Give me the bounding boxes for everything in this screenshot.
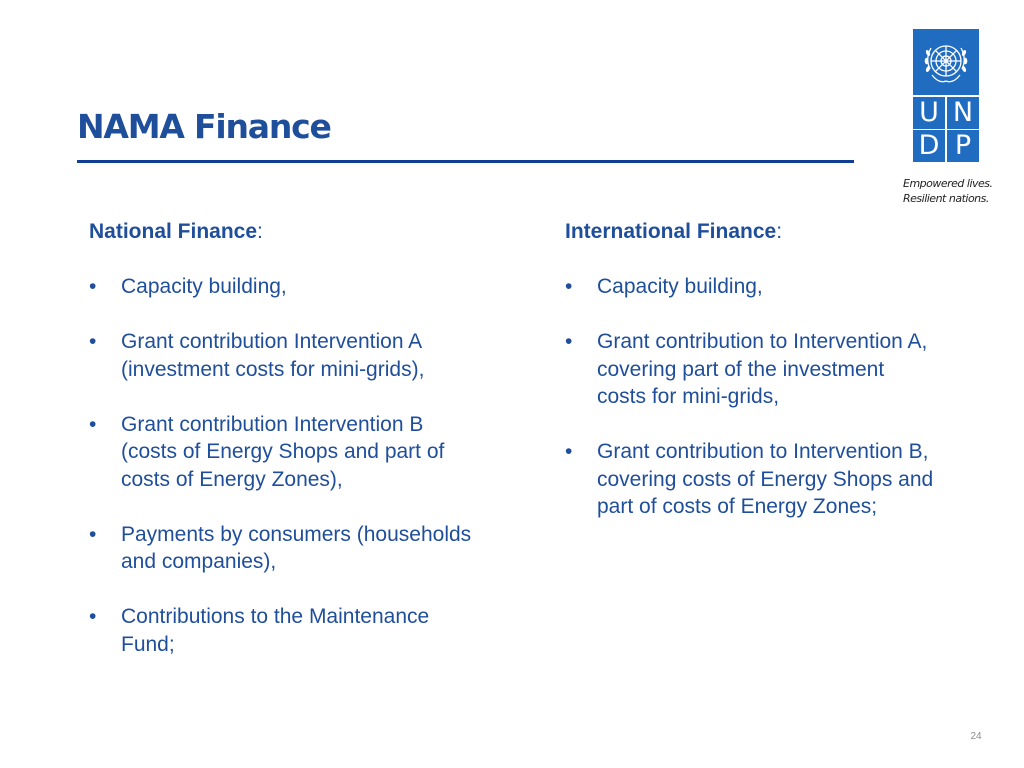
international-finance-list xyxy=(565,273,985,521)
list-item-line: Capacity building, xyxy=(121,275,287,298)
bullet-icon: • xyxy=(565,330,573,353)
logo-letter-d: D xyxy=(913,130,945,162)
list-item-line: Grant contribution to Intervention A, xyxy=(597,330,928,353)
heading-text: International Finance xyxy=(565,220,777,243)
list-item xyxy=(89,521,519,576)
list-item-line: costs of Energy Zones), xyxy=(121,467,343,491)
list-item xyxy=(565,328,985,411)
page-number: 24 xyxy=(970,731,982,742)
list-item xyxy=(89,273,519,301)
logo-letter-p: P xyxy=(947,130,979,162)
international-finance-heading xyxy=(565,218,985,246)
logo-letter-n: N xyxy=(947,97,979,129)
bullet-icon: • xyxy=(565,275,573,298)
list-item-line: (costs of Energy Shops and part of xyxy=(121,440,445,463)
list-item-line: Payments by consumers (households xyxy=(121,522,472,546)
list-item-line: Contributions to the Maintenance xyxy=(121,605,430,628)
slide-title: NAMA Finance xyxy=(77,107,331,146)
heading-colon: : xyxy=(776,220,783,243)
tagline-line: Resilient nations. xyxy=(903,192,989,205)
logo-letter-u: U xyxy=(913,97,945,129)
tagline-line: Empowered lives. xyxy=(903,177,993,190)
list-item xyxy=(89,411,519,494)
bullet-icon: • xyxy=(89,522,97,546)
list-item-line: costs for mini-grids, xyxy=(597,385,780,408)
title-divider xyxy=(77,160,854,163)
bullet-icon: • xyxy=(565,440,573,463)
bullet-icon: • xyxy=(89,605,97,628)
list-item-line: and companies), xyxy=(121,550,277,573)
list-item xyxy=(565,273,985,301)
list-item xyxy=(89,328,519,383)
list-item-line: (investment costs for mini-grids), xyxy=(121,357,425,381)
un-emblem-icon xyxy=(913,29,979,95)
list-item-line: covering costs of Energy Shops and xyxy=(597,467,934,491)
list-item-line: Fund; xyxy=(121,632,175,656)
international-finance-column xyxy=(565,218,985,548)
list-item xyxy=(565,438,985,521)
national-finance-column xyxy=(89,218,519,686)
undp-logo xyxy=(913,29,979,162)
bullet-icon: • xyxy=(89,412,97,436)
list-item-line: Grant contribution Intervention B xyxy=(121,412,424,436)
list-item-line: Capacity building, xyxy=(597,275,763,298)
list-item-line: Grant contribution Intervention A xyxy=(121,330,423,353)
bullet-icon: • xyxy=(89,330,97,353)
bullet-icon: • xyxy=(89,275,97,298)
undp-tagline xyxy=(903,176,1019,206)
heading-colon: : xyxy=(257,220,263,243)
national-finance-list xyxy=(89,273,519,658)
heading-text: National Finance xyxy=(89,220,258,243)
list-item-line: covering part of the investment xyxy=(597,357,885,381)
national-finance-heading xyxy=(89,218,519,246)
list-item-line: part of costs of Energy Zones; xyxy=(597,495,878,518)
list-item xyxy=(89,603,519,658)
list-item-line: Grant contribution to Intervention B, xyxy=(597,440,929,463)
